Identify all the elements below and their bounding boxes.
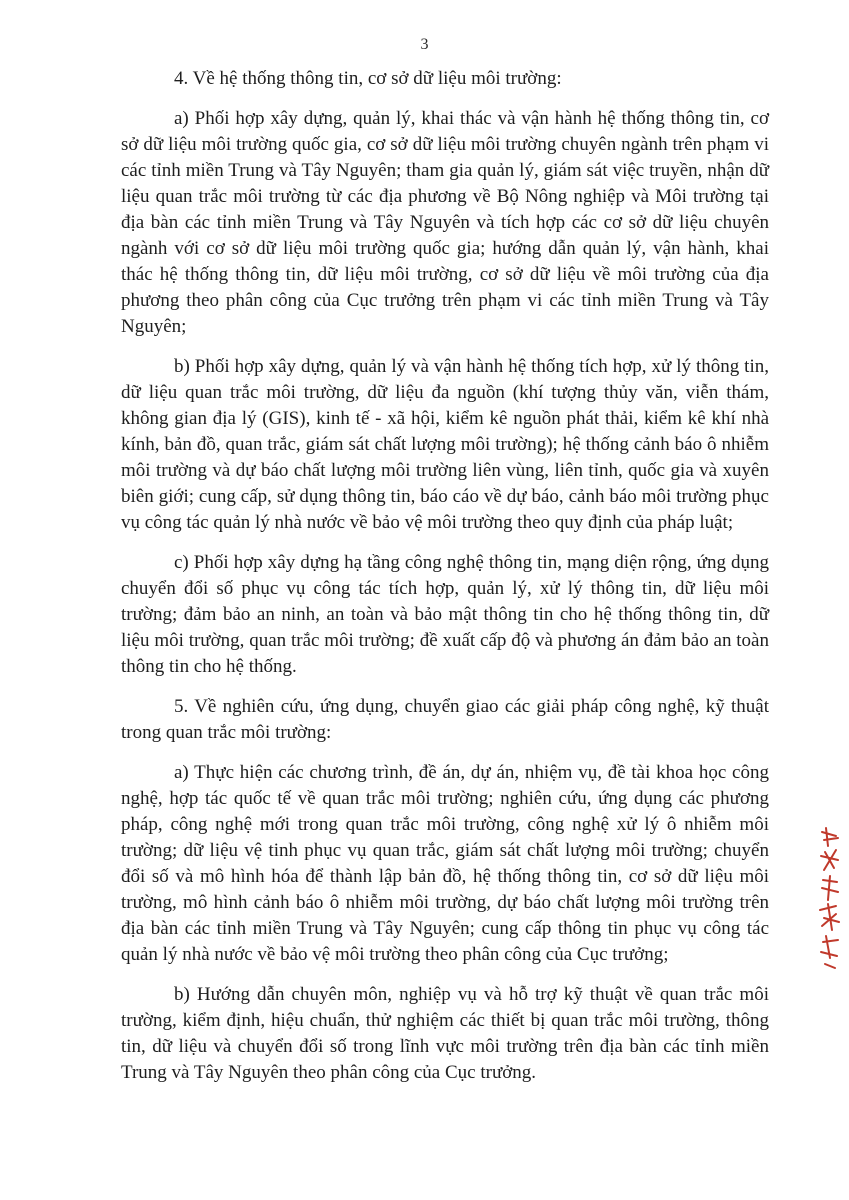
section-4-item-a: a) Phối hợp xây dựng, quản lý, khai thác và vận hành hệ thống thông tin, cơ sở dữ liệu môi trường quốc gia, cơ sở dữ liệu môi trường chuyên ngành trên phạm vi các tỉnh miền Trung và Tây Nguyên; tham gia quản lý, giám sát việc truyền, nhận dữ liệu quan trắc môi trường từ các địa phương về Bộ Nông nghiệp và Môi trường tại địa bàn các tỉnh miền Trung và Tây Nguyên và tích hợp các cơ sở dữ liệu chuyên ngành với cơ sở dữ liệu môi trường quốc gia; hướng dẫn quản lý, vận hành, khai thác hệ thống thông tin, dữ liệu môi trường, cơ sở dữ liệu về môi trường của địa phương theo phân công của Cục trưởng trên phạm vi các tỉnh miền Trung và Tây Nguyên; <box>121 108 769 337</box>
section-5-item-a: a) Thực hiện các chương trình, đề án, dự án, nhiệm vụ, đề tài khoa học công nghệ, hợp tác quốc tế về quan trắc môi trường; nghiên cứu, ứng dụng các phương pháp, công nghệ mới trong quan trắc môi trường, công nghệ xử lý ô nhiễm môi trường; dữ liệu vệ tinh phục vụ quan trắc, giám sát chất lượng môi trường; chuyển đổi số và mô hình hóa để thành lập bản đồ, hệ thống thông tin, cơ sở dữ liệu môi trường, mô hình cảnh báo ô nhiễm môi trường, dự báo chất lượng môi trường trên địa bàn các tỉnh miền Trung và Tây Nguyên; cung cấp thông tin phục vụ công tác quản lý nhà nước về bảo vệ môi trường theo phân công của Cục trưởng; <box>121 762 769 965</box>
section-5-item-b: b) Hướng dẫn chuyên môn, nghiệp vụ và hỗ trợ kỹ thuật về quan trắc môi trường, kiểm định, hiệu chuẩn, thử nghiệm các thiết bị quan trắc môi trường, thông tin, dữ liệu và chuyển đổi số trong lĩnh vực môi trường trên địa bàn các tỉnh miền Trung và Tây Nguyên theo phân công của Cục trưởng. <box>121 984 769 1083</box>
seal-stamp-mark <box>816 822 844 972</box>
section-4-item-b: b) Phối hợp xây dựng, quản lý và vận hành hệ thống tích hợp, xử lý thông tin, dữ liệu quan trắc môi trường, dữ liệu đa nguồn (khí tượng thủy văn, viễn thám, không gian địa lý (GIS), kinh tế - xã hội, kiểm kê nguồn phát thải, kiểm kê khí nhà kính, bản đồ, quan trắc, giám sát chất lượng môi trường); hệ thống cảnh báo ô nhiễm môi trường và dự báo chất lượng môi trường liên vùng, liên tỉnh, quốc gia và xuyên biên giới; cung cấp, sử dụng thông tin, báo cáo về dự báo, cảnh báo môi trường phục vụ công tác quản lý nhà nước về bảo vệ môi trường theo quy định của pháp luật; <box>121 356 769 533</box>
section-4-item-c: c) Phối hợp xây dựng hạ tầng công nghệ thông tin, mạng diện rộng, ứng dụng chuyển đổi số phục vụ công tác tích hợp, quản lý, xử lý thông tin, dữ liệu môi trường; đảm bảo an ninh, an toàn và bảo mật thông tin cho hệ thống thông tin, dữ liệu môi trường, quan trắc môi trường; đề xuất cấp độ và phương án đảm bảo an toàn thông tin cho hệ thống. <box>121 552 769 677</box>
page-number: 3 <box>420 36 429 53</box>
section-4-heading: 4. Về hệ thống thông tin, cơ sở dữ liệu môi trường: <box>174 68 562 89</box>
document-body <box>121 66 769 1100</box>
section-5-heading: 5. Về nghiên cứu, ứng dụng, chuyển giao các giải pháp công nghệ, kỹ thuật trong quan trắc môi trường: <box>121 696 769 743</box>
